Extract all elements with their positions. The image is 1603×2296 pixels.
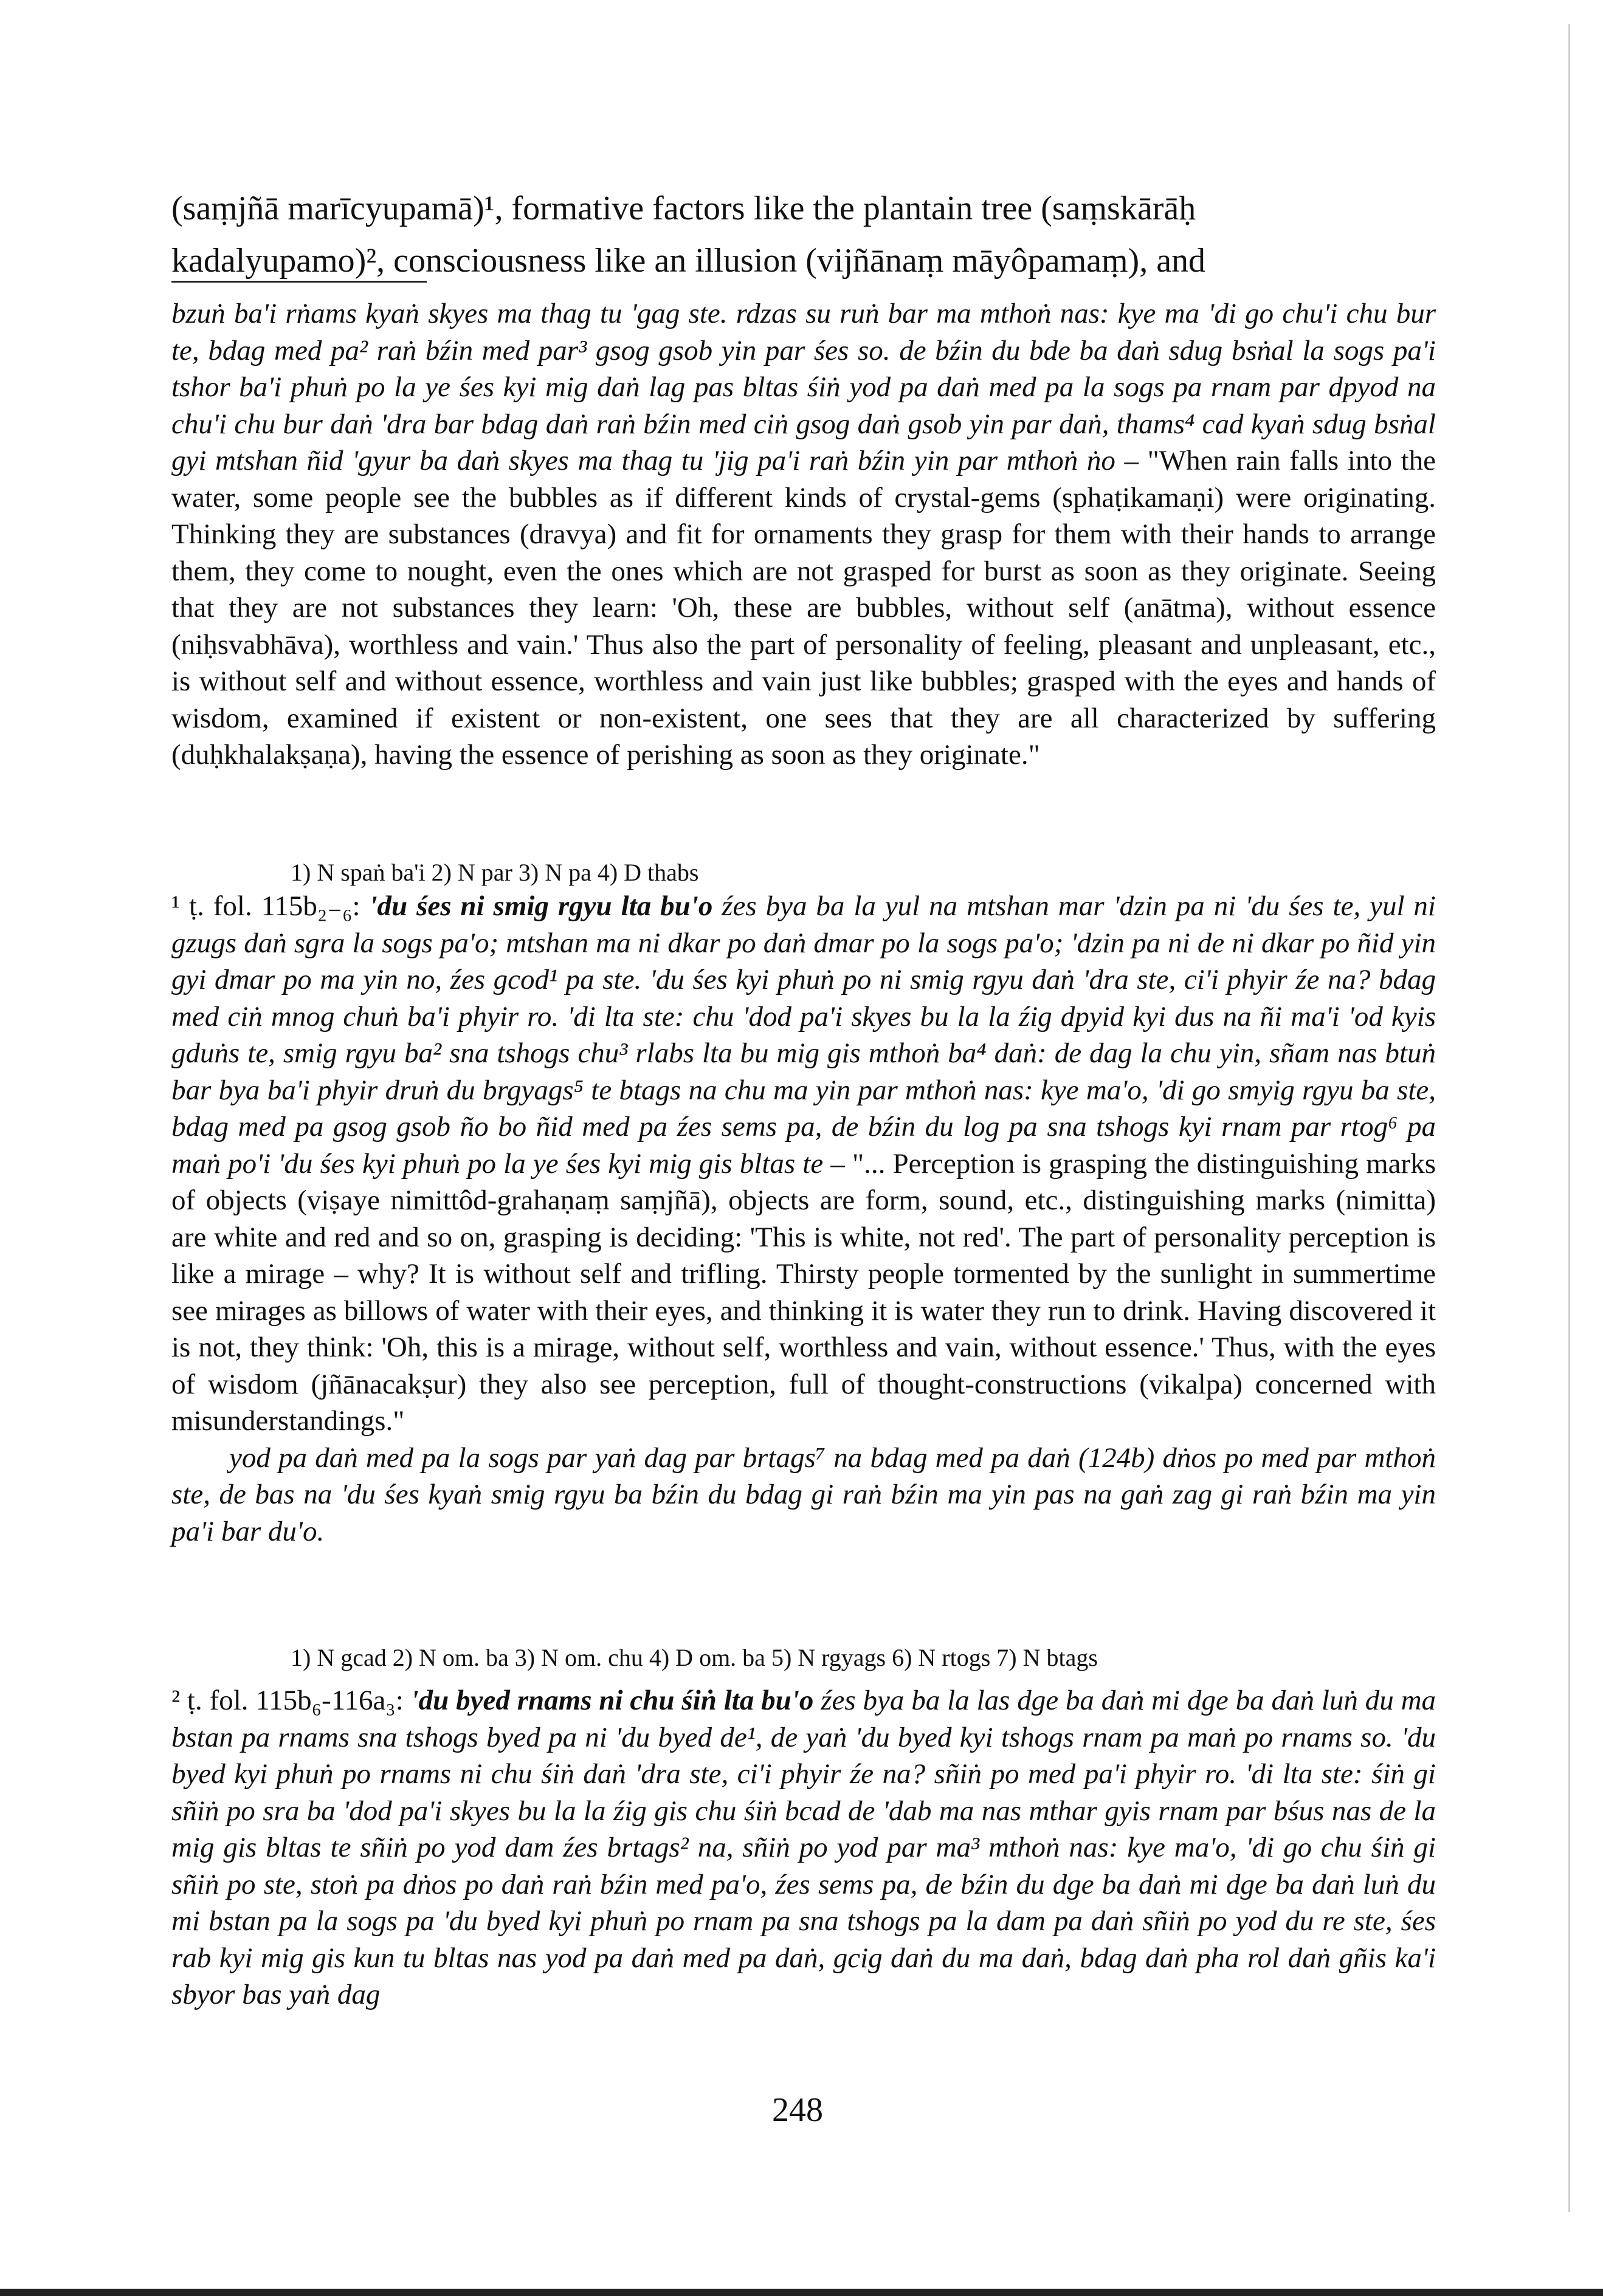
tibetan-continuation: yod pa daṅ med pa la sogs par yaṅ dag par brtags⁷ na bdag med pa daṅ (124b) dṅos po med par mthoṅ ste, de bas na 'du śes kyaṅ smig rgyu ba bźin du bdag gi raṅ bźin ma yin pas na gaṅ zag gi raṅ bźin ma yin pa'i bar du'o. bbox=[171, 1442, 1436, 1547]
tibetan-text: bzuṅ ba'i rṅams kyaṅ skyes ma thag tu 'gag ste. rdzas su ruṅ bar ma mthoṅ nas: kye ma 'di go chu'i chu bur te, bdag med pa² raṅ bźin med par³ gsog gsob yin par śes so. de bźin du bde ba daṅ sdug bsṅal la sogs pa'i tshor ba'i phuṅ po la ye śes kyi mig daṅ lag pas bltas śiṅ yod pa daṅ med pa la sogs pa rnam par dpyod na chu'i chu bur daṅ 'dra bar bdag daṅ raṅ bźin med ciṅ gsog daṅ gsob yin par daṅ, thams⁴ cad kyaṅ sdug bsṅal gyi mtshan ñid 'gyur ba daṅ skyes ma thag tu 'jig pa'i raṅ bźin yin par mthoṅ ṅo bbox=[171, 298, 1436, 476]
footnote-continuation bbox=[171, 295, 1436, 774]
footnote-heading: 'du byed rnams ni chu śiṅ lta bu'o bbox=[410, 1685, 814, 1716]
tibetan-text: źes bya ba la las dge ba daṅ mi dge ba daṅ luṅ du ma bstan pa rnams sna tshogs byed pa ni 'du byed de¹, de yaṅ 'du byed kyi tshogs rnam pa maṅ po rnams so. 'du byed kyi phuṅ po rnams ni chu śiṅ daṅ 'dra ste, ci'i phyir źe na? sñiṅ po med pa'i phyir ro. 'di lta ste: śiṅ gi sñiṅ po sra ba 'dod pa'i skyes bu la la źig gis chu śiṅ bcad de 'dab ma nas mthar gyis rnam par bśus nas de la mig gis bltas te sñiṅ po yod dam źes brtags² na, sñiṅ po yod par ma³ mthoṅ nas: kye ma'o, 'di go chu śiṅ gi sñiṅ po ste, stoṅ pa dṅos po daṅ raṅ bźin med pa'o, źes sems pa, de bźin du dge ba daṅ mi dge ba daṅ luṅ du mi bstan pa la sogs pa 'du byed kyi phuṅ po rnam pa sna tshogs pa la dam pa daṅ sñiṅ po yod du re ste, śes rab kyi mig gis kun tu bltas nas yod pa daṅ med pa daṅ, gcig daṅ du ma daṅ, bdag daṅ pha rol daṅ gñis ka'i sbyor bas yaṅ dag bbox=[171, 1685, 1436, 2010]
main-text bbox=[171, 182, 1436, 287]
main-text-line-1: (saṃjñā marīcyupamā)¹, formative factors like the plantain tree (saṃskārāḥ bbox=[171, 190, 1196, 227]
main-text-line-2: kadalyupamo)², consciousness like an illusion (vijñānaṃ māyôpamaṃ), and bbox=[171, 242, 1206, 280]
variant-readings: 1) N gcad 2) N om. ba 3) N om. chu 4) D om. ba 5) N rgyags 6) N rtogs 7) N btags bbox=[291, 1644, 1098, 1671]
footnote-heading: 'du śes ni smig rgyu lta bu'o bbox=[369, 890, 713, 922]
english-translation: – "When rain falls into the water, some people see the bubbles as if different kinds of crystal-gems (sphaṭikamaṇi) were originating. Thinking they are substances (dravya) and fit for ornaments they grasp for them with their hands to arrange them, they come to nought, even the ones which are not grasped for burst as soon as they originate. Seeing that they are not substances they learn: 'Oh, these are bubbles, without self (anātma), without essence (niḥsvabhāva), worthless and vain.' Thus also the part of personality of feeling, pleasant and unpleasant, etc., is without self and without essence, worthless and vain just like bubbles; grasped with the eyes and hands of wisdom, examined if existent or non-existent, one sees that they are all characterized by suffering (duḥkhalakṣaṇa), having the essence of perishing as soon as they originate." bbox=[171, 445, 1436, 771]
tibetan-text: źes bya ba la yul na mtshan mar 'dzin pa ni 'du śes te, yul ni gzugs daṅ sgra la sogs pa'o; mtshan ma ni dkar po daṅ dmar po la sogs pa'o; 'dzin pa ni de ni dkar po ñid yin gyi dmar po ma yin no, źes gcod¹ pa ste. 'du śes kyi phuṅ po ni smig rgyu daṅ 'dra ste, ci'i phyir źe na? bdag med ciṅ mnog chuṅ ba'i phyir ro. 'di lta ste: chu 'dod pa'i skyes bu la la źig dpyid kyi dus na ñi ma'i 'od kyis gduṅs te, smig rgyu ba² sna tshogs chu³ rlabs lta bu mig gis mthoṅ ba⁴ daṅ: de dag la chu yin, sñam nas btuṅ bar bya ba'i phyir druṅ du brgyags⁵ te btags na chu ma yin par mthoṅ nas: kye ma'o, 'di go smyig rgyu ba ste, bdag med pa gsog gsob ño bo ñid med pa źes sems pa, de bźin du log pa sna tshogs kyi rnam par rtog⁶ pa maṅ po'i 'du śes kyi phuṅ po la ye śes kyi mig gis bltas te bbox=[171, 890, 1436, 1180]
footnote-2 bbox=[171, 1682, 1436, 2013]
scan-bottom-edge bbox=[0, 2289, 1603, 2296]
footnote-separator bbox=[171, 281, 427, 283]
footnote-marker: ² ṭ. fol. 115b₆-116a₃: bbox=[171, 1685, 404, 1716]
scan-edge bbox=[1568, 24, 1570, 2212]
page-number: 248 bbox=[772, 2091, 823, 2129]
footnote-marker: ¹ ṭ. fol. 115b₂₋₆: bbox=[171, 890, 360, 922]
english-translation: – "... Perception is grasping the distinguishing marks of objects (viṣaye nimittôd-grahaṇaṃ saṃjñā), objects are form, sound, etc., distinguishing marks (nimitta) are white and red and so on, grasping is deciding: 'This is white, not red'. The part of personality perception is like a mirage – why? It is without self and trifling. Thirsty people tormented by the sunlight in summertime see mirages as billows of water with their eyes, and thinking it is water they run to drink. Having discovered it is not, they think: 'Oh, this is a mirage, without self, worthless and vain, without essence.' Thus, with the eyes of wisdom (jñānacakṣur) they also see perception, full of thought-constructions (vikalpa) concerned with misunderstandings." bbox=[171, 1147, 1436, 1437]
variant-readings: 1) N spaṅ ba'i 2) N par 3) N pa 4) D thabs bbox=[291, 859, 699, 886]
footnote-1 bbox=[171, 888, 1436, 1550]
